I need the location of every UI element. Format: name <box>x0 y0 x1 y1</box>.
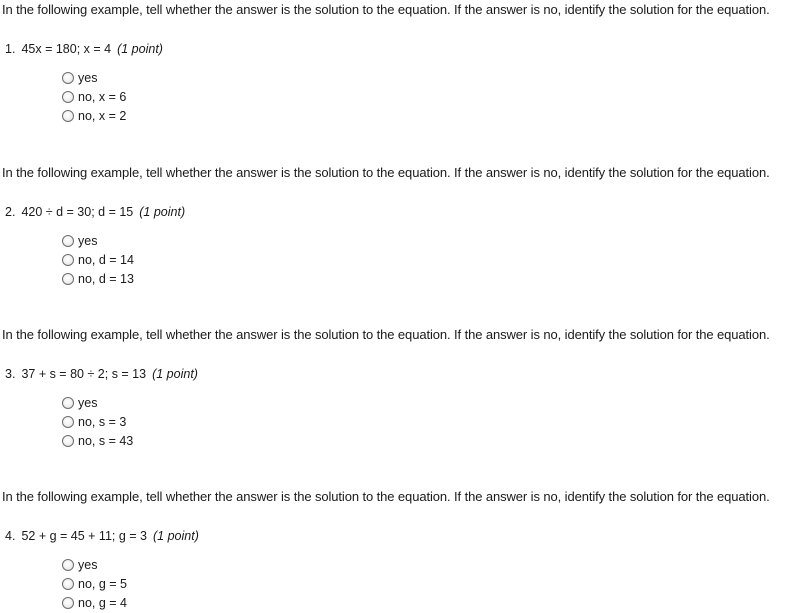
option-label: no, s = 3 <box>78 414 127 429</box>
question-equation: 52 + g = 45 + 11; g = 3 <box>21 529 148 543</box>
radio-button[interactable] <box>62 578 74 590</box>
radio-button[interactable] <box>62 254 74 266</box>
option-label: yes <box>78 70 98 85</box>
option-no-2[interactable] <box>62 269 134 288</box>
option-label: no, d = 14 <box>78 252 134 267</box>
instruction-text: In the following example, tell whether the answer is the solution to the equation. If the answer is no, identify the solution for the equation. <box>2 489 770 504</box>
radio-button[interactable] <box>62 72 74 84</box>
question-prompt <box>5 204 185 220</box>
option-label: no, d = 13 <box>78 271 134 286</box>
option-label: no, g = 5 <box>78 576 127 591</box>
answer-options <box>62 393 133 450</box>
question-number: 3. <box>5 367 16 381</box>
radio-button[interactable] <box>62 235 74 247</box>
option-no-1[interactable] <box>62 412 133 431</box>
question-prompt <box>5 41 163 57</box>
option-label: no, g = 4 <box>78 595 127 610</box>
option-yes[interactable] <box>62 231 134 250</box>
radio-button[interactable] <box>62 110 74 122</box>
option-yes[interactable] <box>62 393 133 412</box>
question-number: 2. <box>5 205 16 219</box>
option-yes[interactable] <box>62 555 127 574</box>
option-label: no, x = 6 <box>78 89 127 104</box>
question-points: (1 point) <box>152 367 198 381</box>
answer-options <box>62 68 126 125</box>
radio-button[interactable] <box>62 597 74 609</box>
question-points: (1 point) <box>117 42 163 56</box>
option-no-1[interactable] <box>62 87 126 106</box>
radio-button[interactable] <box>62 416 74 428</box>
answer-options <box>62 555 127 612</box>
option-no-2[interactable] <box>62 431 133 450</box>
question-number: 1. <box>5 42 16 56</box>
instruction-text: In the following example, tell whether the answer is the solution to the equation. If the answer is no, identify the solution for the equation. <box>2 2 770 17</box>
option-no-1[interactable] <box>62 574 127 593</box>
radio-button[interactable] <box>62 91 74 103</box>
option-label: yes <box>78 233 98 248</box>
question-equation: 37 + s = 80 ÷ 2; s = 13 <box>21 367 147 381</box>
question-points: (1 point) <box>153 529 199 543</box>
radio-button[interactable] <box>62 559 74 571</box>
radio-button[interactable] <box>62 397 74 409</box>
question-prompt <box>5 528 199 544</box>
answer-options <box>62 231 134 288</box>
question-equation: 45x = 180; x = 4 <box>21 42 112 56</box>
option-no-2[interactable] <box>62 593 127 612</box>
question-prompt <box>5 366 198 382</box>
option-label: no, s = 43 <box>78 433 134 448</box>
instruction-text: In the following example, tell whether the answer is the solution to the equation. If the answer is no, identify the solution for the equation. <box>2 165 770 180</box>
radio-button[interactable] <box>62 273 74 285</box>
option-no-1[interactable] <box>62 250 134 269</box>
option-yes[interactable] <box>62 68 126 87</box>
radio-button[interactable] <box>62 435 74 447</box>
option-label: yes <box>78 557 98 572</box>
question-number: 4. <box>5 529 16 543</box>
instruction-text: In the following example, tell whether the answer is the solution to the equation. If the answer is no, identify the solution for the equation. <box>2 327 770 342</box>
option-label: no, x = 2 <box>78 108 127 123</box>
option-no-2[interactable] <box>62 106 126 125</box>
option-label: yes <box>78 395 98 410</box>
question-points: (1 point) <box>139 205 186 219</box>
question-equation: 420 ÷ d = 30; d = 15 <box>21 205 134 219</box>
